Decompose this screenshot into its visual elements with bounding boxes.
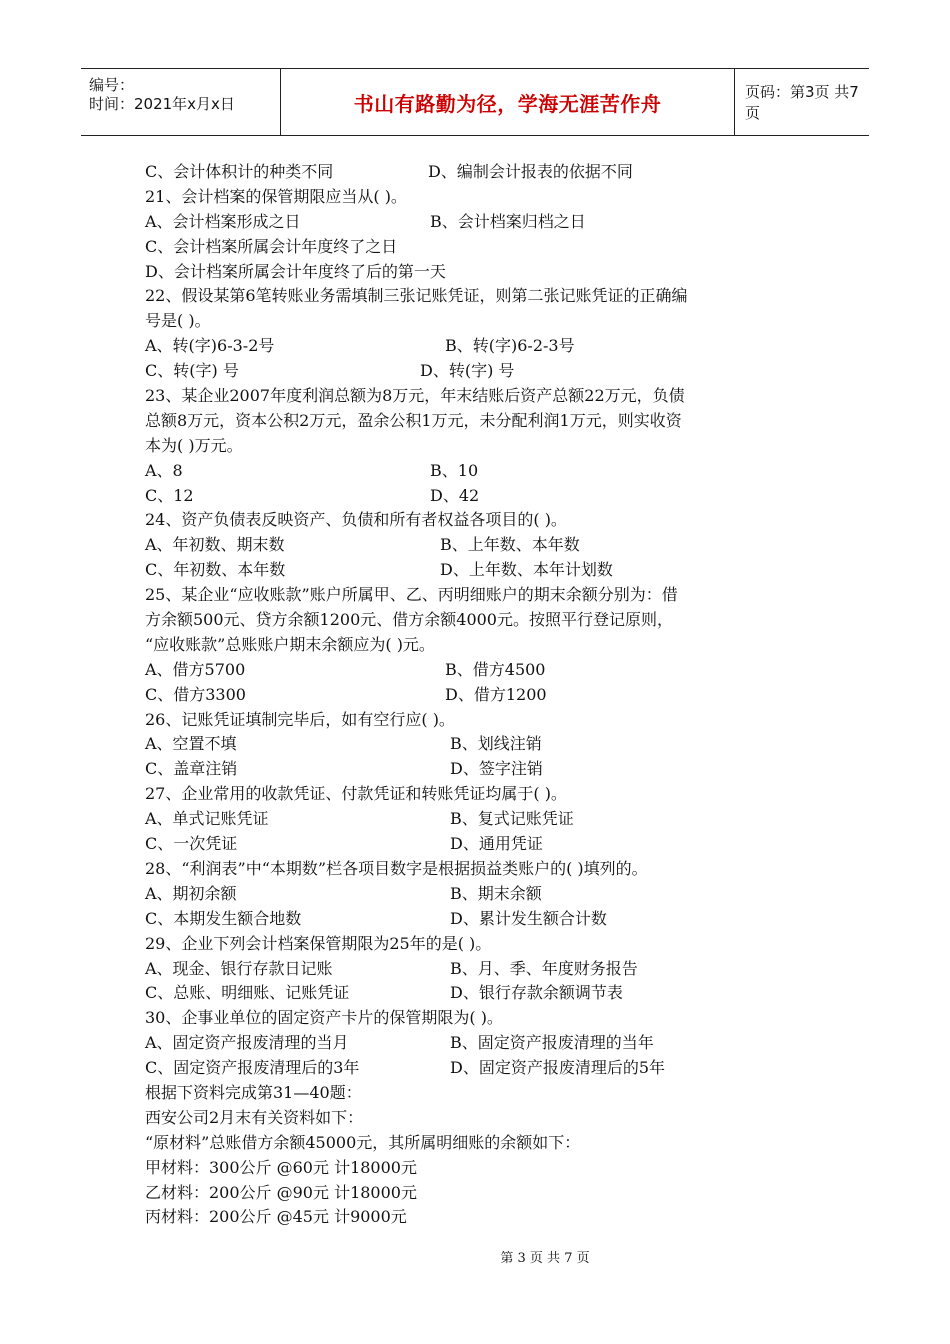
line-text: 总额8万元，资本公积2万元，盈余公积1万元，未分配利润1万元，则实收资	[145, 410, 682, 430]
date-label: 时间：2021年x月x日	[89, 95, 235, 113]
text-line	[145, 608, 815, 633]
line-text: 根据下资料完成第31—40题：	[145, 1082, 362, 1102]
line-text: A、期初余额	[145, 883, 237, 903]
line-text: 丙材料：200公斤 @45元 计9000元	[145, 1207, 407, 1227]
header-meta	[81, 69, 281, 135]
option-text: B、月、季、年度财务报告	[450, 958, 638, 978]
text-line	[145, 882, 815, 907]
line-text: A、借方5700	[145, 659, 246, 679]
option-text: B、会计档案归档之日	[430, 211, 586, 231]
text-line	[145, 1106, 815, 1131]
text-line	[145, 732, 815, 757]
option-text: B、固定资产报废清理的当年	[450, 1033, 654, 1053]
text-line	[145, 1056, 815, 1081]
text-line	[145, 533, 815, 558]
line-text: A、固定资产报废清理的当月	[145, 1033, 349, 1053]
option-text: B、复式记账凭证	[450, 809, 574, 829]
option-text: D、编制会计报表的依据不同	[428, 162, 633, 181]
line-text: 29、企业下列会计档案保管期限为25年的是( )。	[145, 933, 492, 953]
text-line	[145, 384, 815, 409]
line-text: 28、“利润表”中“本期数”栏各项目数字是根据损益类账户的( )填列的。	[145, 858, 648, 878]
text-line	[145, 1156, 815, 1181]
line-text: 方余额500元、贷方余额1200元、借方余额4000元。按照平行登记原则，	[145, 610, 673, 630]
option-text: B、10	[430, 460, 479, 480]
line-text: A、转(字)6-3-2号	[145, 336, 275, 356]
text-line	[145, 957, 815, 982]
line-text: 22、假设某第6笔转账业务需填制三张记账凭证，则第二张记账凭证的正确编	[145, 286, 688, 306]
option-text: D、借方1200	[445, 684, 547, 704]
line-text: A、会计档案形成之日	[145, 211, 301, 231]
page-label: 页码：第3页 共7页	[745, 83, 859, 122]
line-text: C、一次凭证	[145, 834, 238, 854]
line-text: 号是( )。	[145, 311, 211, 331]
line-text: 30、企事业单位的固定资产卡片的保管期限为( )。	[145, 1008, 503, 1028]
line-text: C、年初数、本年数	[145, 560, 286, 580]
line-text: 21、会计档案的保管期限应当从( )。	[145, 186, 407, 206]
option-text: D、42	[430, 485, 480, 505]
document-body	[145, 160, 815, 1230]
line-text: A、单式记账凭证	[145, 809, 269, 829]
motto-text: 书山有路勤为径，学海无涯苦作舟	[353, 91, 662, 116]
text-line	[145, 160, 815, 185]
line-text: A、年初数、期末数	[145, 535, 285, 555]
line-text: 26、记账凭证填制完毕后，如有空行应( )。	[145, 709, 455, 729]
text-line	[145, 807, 815, 832]
option-text: D、固定资产报废清理后的5年	[450, 1058, 666, 1078]
line-text: A、8	[145, 460, 183, 480]
line-text: C、12	[145, 485, 194, 505]
line-text: C、盖章注销	[145, 759, 238, 779]
text-line	[145, 757, 815, 782]
option-text: D、签字注销	[450, 759, 543, 779]
text-line	[145, 633, 815, 658]
option-text: D、通用凭证	[450, 834, 543, 854]
line-text: 23、某企业2007年度利润总额为8万元，年末结账后资产总额22万元，负债	[145, 386, 685, 406]
text-line	[145, 1081, 815, 1106]
text-line	[145, 459, 815, 484]
line-text: C、会计体积计的种类不同	[145, 162, 334, 181]
header-page-cell	[735, 69, 869, 135]
text-line	[145, 334, 815, 359]
line-text: 27、企业常用的收款凭证、付款凭证和转账凭证均属于( )。	[145, 784, 567, 804]
text-line	[145, 260, 815, 285]
text-line	[145, 832, 815, 857]
text-line	[145, 981, 815, 1006]
line-text: A、现金、银行存款日记账	[145, 958, 333, 978]
text-line	[145, 1131, 815, 1156]
option-text: B、期末余额	[450, 883, 542, 903]
text-line	[145, 409, 815, 434]
text-line	[145, 857, 815, 882]
text-line	[145, 508, 815, 533]
line-text: C、固定资产报废清理后的3年	[145, 1058, 360, 1078]
option-text: D、银行存款余额调节表	[450, 983, 623, 1003]
line-text: 乙材料：200公斤 @90元 计18000元	[145, 1182, 417, 1202]
text-line	[145, 583, 815, 608]
line-text: C、会计档案所属会计年度终了之日	[145, 236, 398, 256]
text-line	[145, 434, 815, 459]
line-text: 24、资产负债表反映资产、负债和所有者权益各项目的( )。	[145, 510, 567, 530]
text-line	[145, 235, 815, 260]
text-line	[145, 284, 815, 309]
option-text: D、上年数、本年计划数	[440, 560, 613, 580]
line-text: C、借方3300	[145, 684, 246, 704]
text-line	[145, 1031, 815, 1056]
page-header	[81, 68, 869, 136]
option-text: D、转(字) 号	[420, 361, 515, 381]
text-line	[145, 1205, 815, 1230]
text-line	[145, 210, 815, 235]
text-line	[145, 359, 815, 384]
text-line	[145, 185, 815, 210]
line-text: 25、某企业“应收账款”账户所属甲、乙、丙明细账户的期末余额分别为：借	[145, 585, 678, 605]
line-text: 西安公司2月末有关资料如下：	[145, 1107, 364, 1127]
text-line	[145, 658, 815, 683]
text-line	[145, 309, 815, 334]
text-line	[145, 558, 815, 583]
line-text: D、会计档案所属会计年度终了后的第一天	[145, 261, 446, 281]
text-line	[145, 484, 815, 509]
line-text: “应收账款”总账账户期末余额应为( )元。	[145, 634, 435, 654]
line-text: 甲材料：300公斤 @60元 计18000元	[145, 1157, 417, 1177]
text-line	[145, 1006, 815, 1031]
option-text: B、上年数、本年数	[440, 535, 580, 555]
page-footer: 第 3 页 共 7 页	[500, 1251, 590, 1266]
text-line	[145, 932, 815, 957]
option-text: B、借方4500	[445, 659, 546, 679]
text-line	[145, 782, 815, 807]
option-text: D、累计发生额合计数	[450, 908, 607, 928]
line-text: C、转(字) 号	[145, 361, 239, 381]
option-text: B、转(字)6-2-3号	[445, 336, 575, 356]
line-text: “原材料”总账借方余额45000元，其所属明细账的余额如下：	[145, 1132, 581, 1152]
line-text: A、空置不填	[145, 734, 237, 754]
text-line	[145, 907, 815, 932]
header-motto-cell	[281, 69, 735, 135]
line-text: C、总账、明细账、记账凭证	[145, 983, 350, 1003]
text-line	[145, 708, 815, 733]
line-text: 本为( )万元。	[145, 435, 243, 455]
number-label: 编号：	[89, 76, 135, 94]
text-line	[145, 1181, 815, 1206]
text-line	[145, 683, 815, 708]
line-text: C、本期发生额合地数	[145, 908, 302, 928]
option-text: B、划线注销	[450, 734, 542, 754]
